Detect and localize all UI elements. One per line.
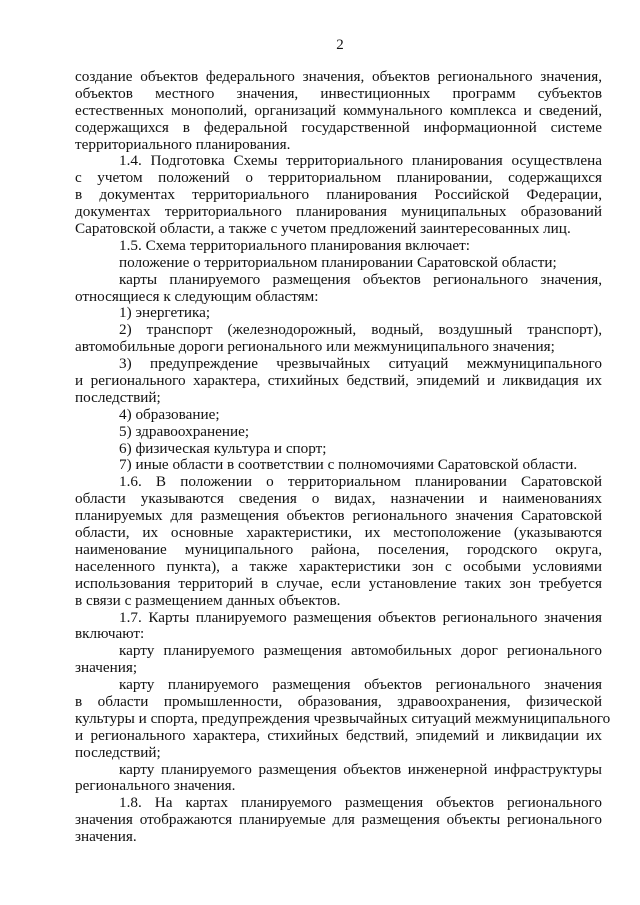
text-line: положение о территориальном планировании Саратовской области;	[119, 253, 557, 271]
text-line: последствий;	[75, 388, 161, 406]
text-line: значения.	[75, 828, 137, 846]
text-line: и регионального характера, стихийных бедствий, эпидемий и ликвидации их	[75, 726, 602, 744]
paragraph	[75, 424, 602, 441]
text-line: автомобильные дороги регионального или межмуниципального значения;	[75, 338, 555, 356]
text-line: в связи с размещением данных объектов.	[75, 591, 341, 609]
paragraph	[75, 69, 602, 153]
text-line: относящиеся к следующим областям:	[75, 287, 319, 305]
text-line: значения отображаются планируемые для размещения объекты регионального	[75, 811, 602, 829]
paragraph	[75, 762, 602, 796]
paragraph	[75, 238, 602, 255]
text-line: последствий;	[75, 743, 161, 761]
paragraph	[75, 610, 602, 644]
paragraph	[75, 643, 602, 677]
paragraph	[75, 255, 602, 272]
text-line: объектов местного значения, инвестиционных программ субъектов	[75, 84, 602, 102]
text-line: содержащихся в федеральной государственной информационной системе	[75, 118, 602, 136]
text-line: включают:	[75, 625, 145, 643]
text-line: 2) транспорт (железнодорожный, водный, воздушный транспорт),	[119, 321, 602, 339]
text-line: области, их основные характеристики, их местоположение (указываются	[75, 524, 602, 542]
text-line: 1.4. Подготовка Схемы территориального планирования осуществлена	[119, 152, 602, 170]
paragraph	[75, 441, 602, 458]
text-line: и регионального характера, стихийных бедствий, эпидемий и ликвидация их	[75, 372, 602, 390]
text-line: Саратовской области, а также с учетом предложений заинтересованных лиц.	[75, 220, 571, 238]
paragraph	[75, 676, 611, 761]
text-line: в документах территориального планирования Российской Федерации,	[75, 186, 602, 204]
text-line: создание объектов федерального значения, объектов регионального значения,	[75, 68, 602, 85]
text-line: 1.6. В положении о территориальном планировании Саратовской	[119, 473, 602, 491]
text-line: документах территориального планирования муниципальных образований	[75, 203, 602, 221]
text-line: регионального значения.	[75, 777, 236, 795]
text-line: естественных монополий, организаций коммунального комплекса и сведений,	[75, 101, 602, 119]
text-line: планируемых для размещения объектов регионального значения Саратовской	[75, 507, 602, 525]
text-line: 7) иные области в соответствии с полномочиями Саратовской области.	[119, 456, 578, 474]
text-line: населенного пункта), а также характеристики зон с особыми условиями	[75, 557, 602, 575]
text-line: 6) физическая культура и спорт;	[119, 439, 327, 457]
text-line: культуры и спорта, предупреждения чрезвычайных ситуаций межмуниципального	[75, 709, 611, 727]
text-line: карту планируемого размещения объектов регионального значения	[119, 676, 602, 694]
paragraph	[75, 305, 602, 322]
text-line: карты планируемого размещения объектов регионального значения,	[119, 270, 602, 288]
paragraph	[75, 153, 602, 237]
text-line: области указываются сведения о видах, назначении и наименованиях	[75, 490, 602, 508]
text-line: карту планируемого размещения автомобильных дорог регионального	[119, 642, 602, 660]
paragraph	[75, 356, 602, 407]
text-line: территориального планирования.	[75, 135, 291, 153]
text-line: использования территорий в случае, если установление таких зон требуется	[75, 574, 602, 592]
document-body	[75, 68, 611, 846]
paragraph	[75, 272, 602, 306]
text-line: 4) образование;	[119, 405, 220, 423]
paragraph	[75, 795, 602, 846]
text-line: наименование муниципального района, поселения, городского округа,	[75, 540, 602, 558]
paragraph	[75, 322, 602, 356]
paragraph	[75, 474, 602, 609]
text-line: 1.7. Карты планируемого размещения объектов регионального значения	[119, 608, 602, 626]
paragraph	[75, 457, 602, 474]
text-line: 1) энергетика;	[119, 304, 211, 322]
text-line: 1.8. На картах планируемого размещения объектов регионального	[119, 794, 602, 812]
text-line: в области промышленности, образования, здравоохранения, физической	[75, 692, 602, 710]
text-line: значения;	[75, 659, 138, 677]
text-line: с учетом положений о территориальном планировании, содержащихся	[75, 169, 602, 187]
text-line: 1.5. Схема территориального планирования включает:	[119, 236, 471, 254]
text-line: карту планируемого размещения объектов инженерной инфраструктуры	[119, 760, 602, 778]
text-line: 5) здравоохранение;	[119, 422, 250, 440]
paragraph	[75, 407, 602, 424]
page-number: 2	[336, 37, 344, 53]
text-line: 3) предупреждение чрезвычайных ситуаций межмуниципального	[119, 355, 602, 373]
